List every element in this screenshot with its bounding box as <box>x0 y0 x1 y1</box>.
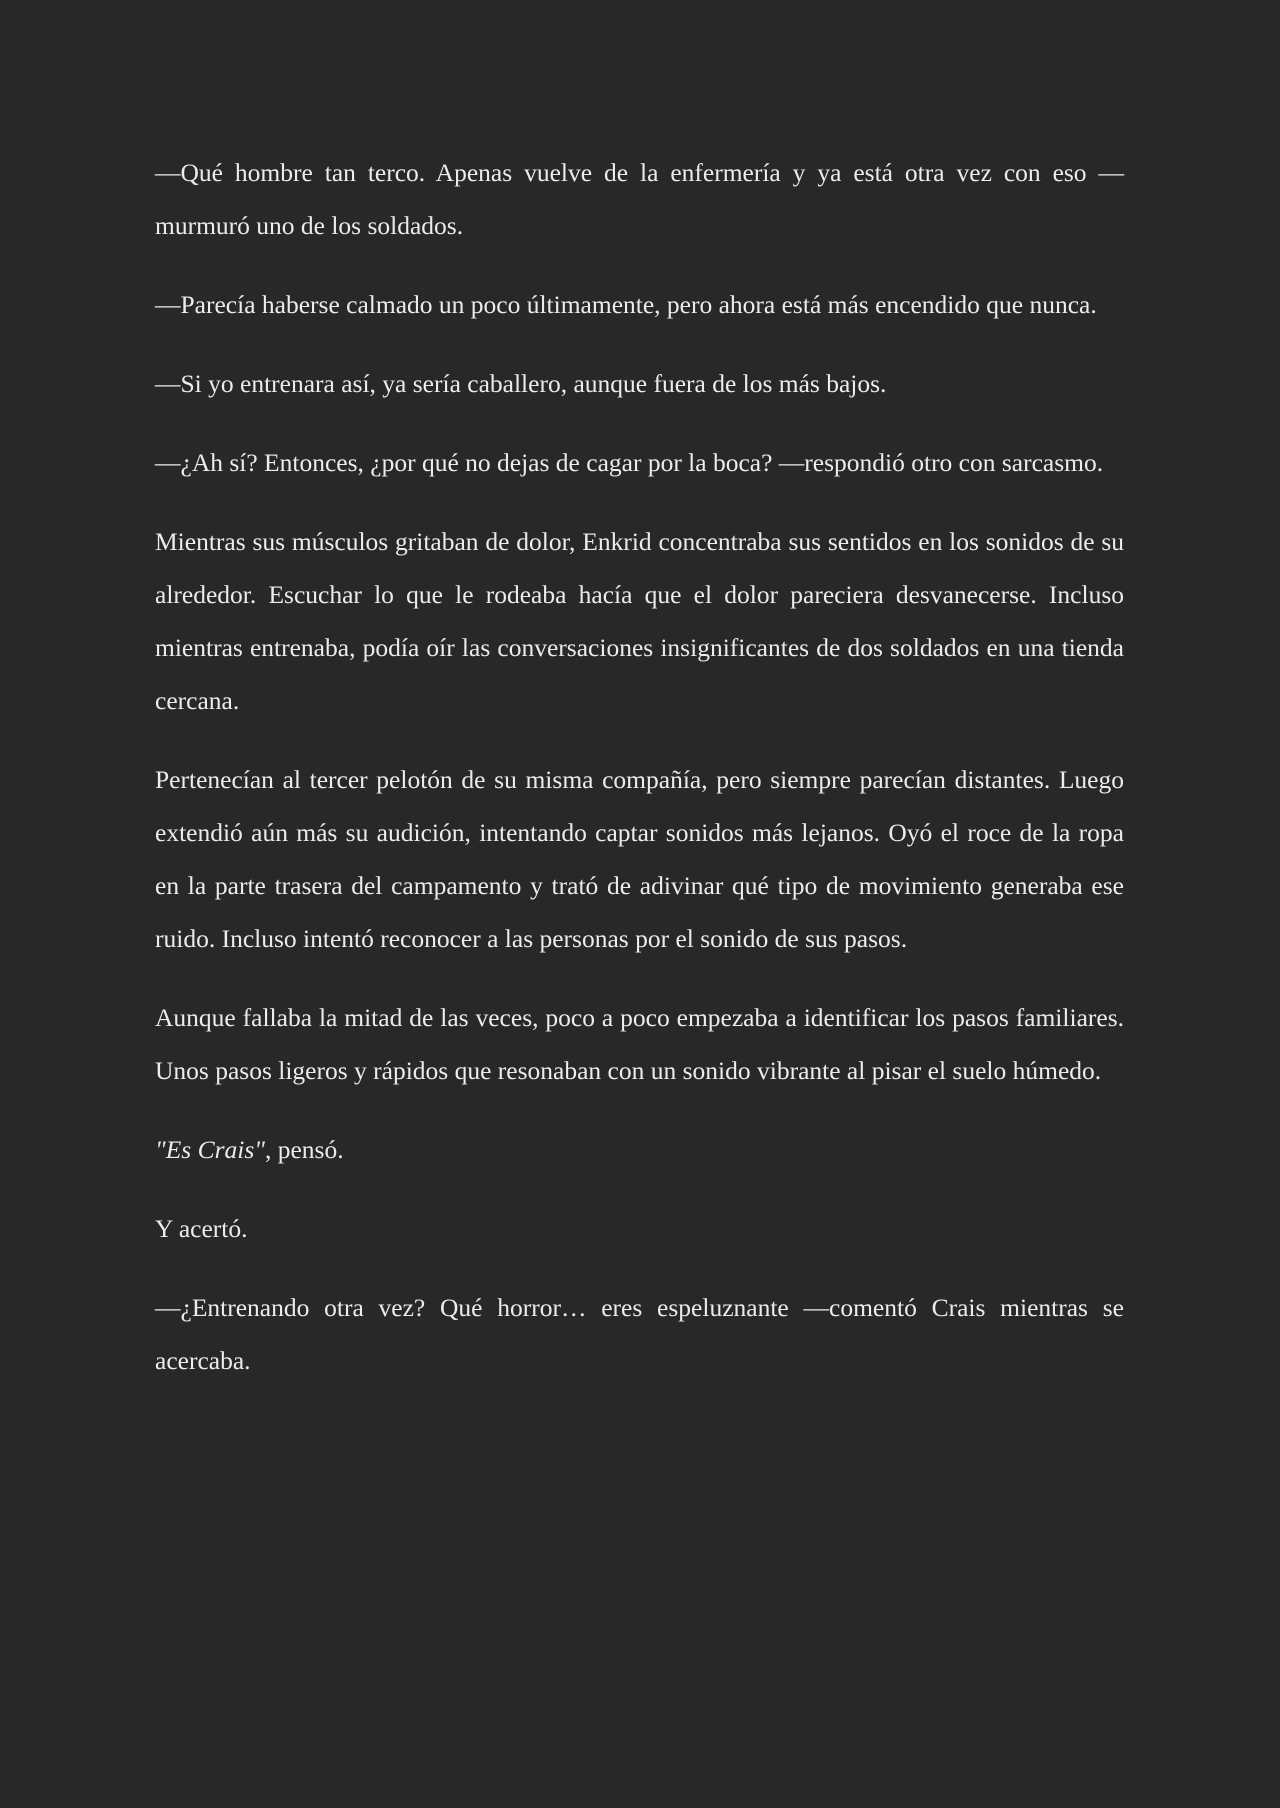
paragraph-4: —¿Ah sí? Entonces, ¿por qué no dejas de cagar por la boca? —respondió otro con sarcasmo. <box>155 448 1104 477</box>
paragraph-5: Mientras sus músculos gritaban de dolor, Enkrid concentraba sus sentidos en los sonidos de su alrededor. Escuchar lo que le rodeaba hacía que el dolor pareciera desvanecerse. Incluso mientras entrenaba, podía oír las conversaciones insignificantes de dos soldados en una tienda cercana. <box>155 527 1124 715</box>
paragraph-7: Aunque fallaba la mitad de las veces, poco a poco empezaba a identificar los pasos familiares. Unos pasos ligeros y rápidos que resonaban con un sonido vibrante al pisar el suelo húmedo. <box>155 1003 1124 1085</box>
paragraph-9: Y acertó. <box>155 1214 248 1243</box>
paragraph-2: —Parecía haberse calmado un poco últimamente, pero ahora está más encendido que nunca. <box>155 290 1097 319</box>
thought-italic: "Es Crais" <box>155 1135 265 1164</box>
paragraph-8 <box>155 1123 1124 1176</box>
paragraph-6: Pertenecían al tercer pelotón de su misma compañía, pero siempre parecían distantes. Luego extendió aún más su audición, intentando captar sonidos más lejanos. Oyó el roce de la ropa en la parte trasera del campamento y trató de adivinar qué tipo de movimiento generaba ese ruido. Incluso intentó reconocer a las personas por el sonido de sus pasos. <box>155 765 1124 953</box>
paragraph-1: —Qué hombre tan terco. Apenas vuelve de la enfermería y ya está otra vez con eso —murmuró uno de los soldados. <box>155 158 1124 240</box>
paragraph-3: —Si yo entrenara así, ya sería caballero, aunque fuera de los más bajos. <box>155 369 887 398</box>
text-body <box>155 146 1124 1387</box>
thought-tail: , pensó. <box>264 1135 344 1164</box>
paragraph-10: —¿Entrenando otra vez? Qué horror… eres espeluznante —comentó Crais mientras se acercaba. <box>155 1293 1124 1375</box>
